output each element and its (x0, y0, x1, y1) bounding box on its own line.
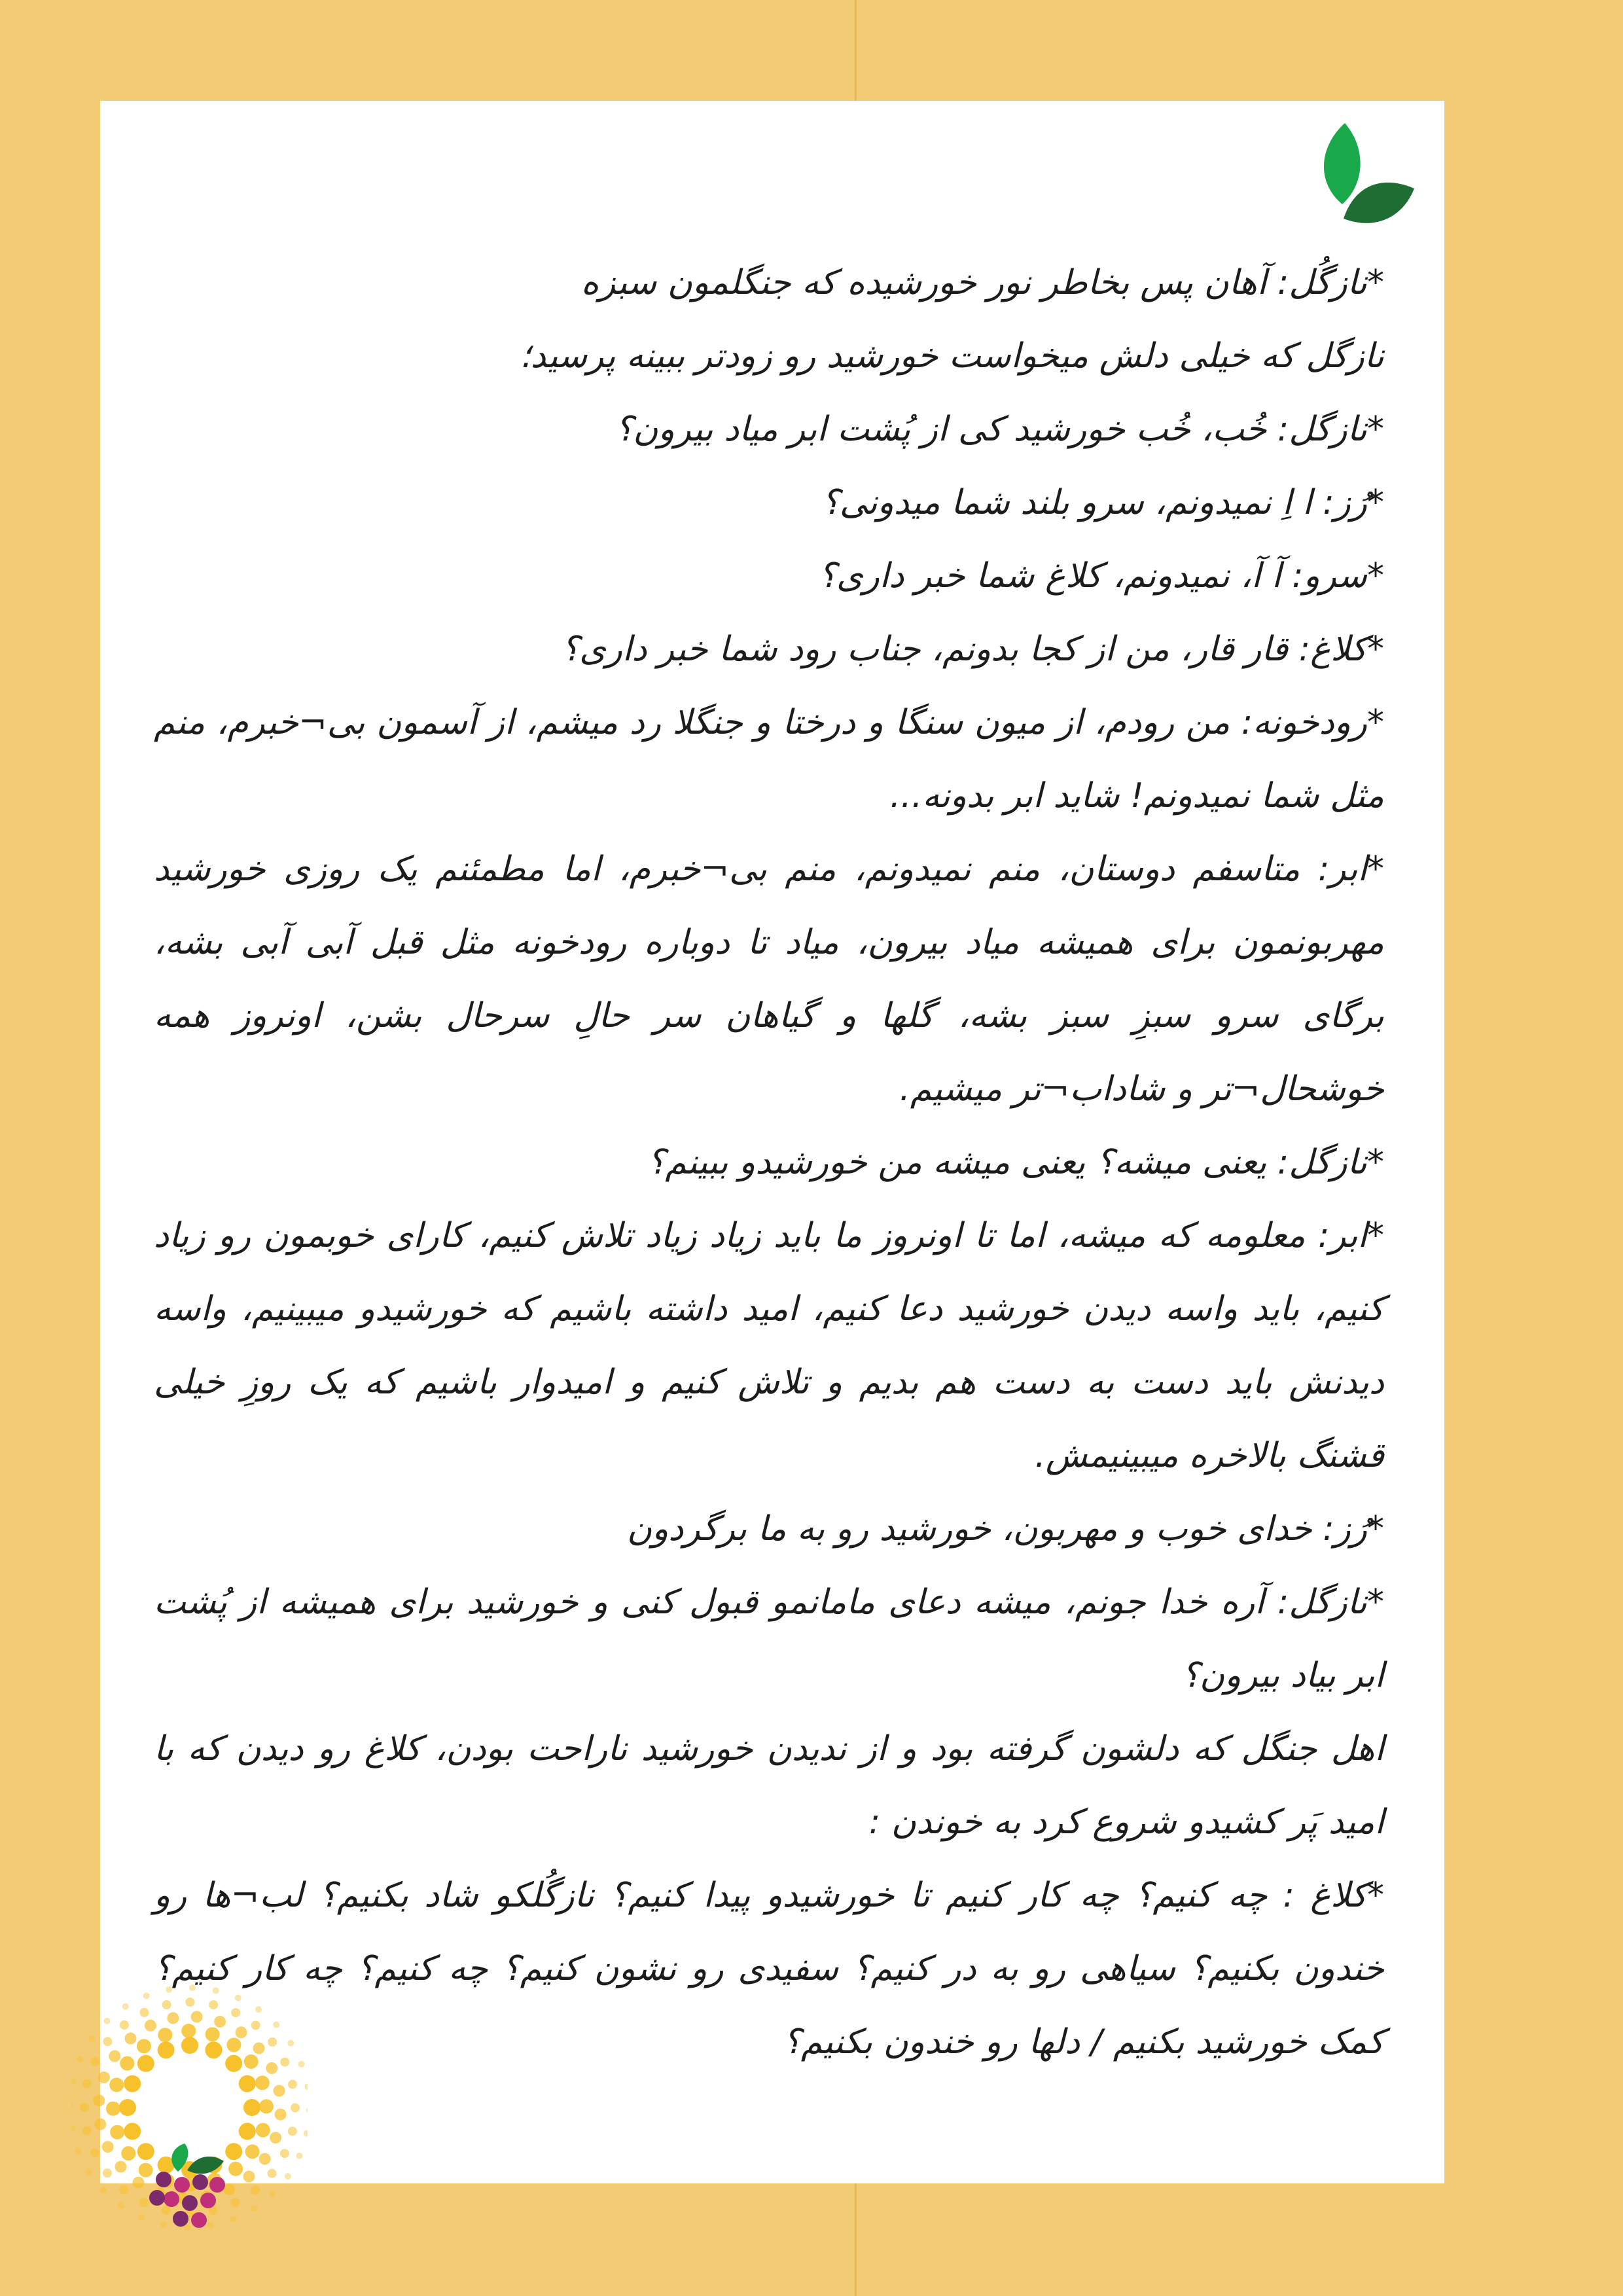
story-line: *نازگل: آره خدا جونم، میشه دعای مامانمو قبول کنی و خورشید برای همیشه از پُشت ابر بیاد بیرون؟ (154, 1583, 1384, 1695)
story-line: *رودخونه: من رودم، از میون سنگا و درختا و جنگلا رد میشم، از آسمون بی¬خبرم، منم مثل شما نمیدونم! شاید ابر بدونه... (154, 703, 1384, 816)
story-line: نازگل که خیلی دلش میخواست خورشید رو زودتر ببینه پرسید؛ (520, 336, 1384, 376)
story-line: *رُز: خدای خوب و مهربون، خورشید رو به ما برگردون (627, 1509, 1384, 1549)
story-line: اهل جنگل که دلشون گرفته بود و از ندیدن خورشید ناراحت بودن، کلاغ رو دیدن که با امید پَر کشیدو شروع کرد به خوندن : (154, 1729, 1384, 1842)
story-line: *رُز: ا اِ نمیدونم، سرو بلند شما میدونی؟ (821, 483, 1384, 522)
story-line: *نازگُل: آهان پس بخاطر نور خورشیده که جنگلمون سبزه (580, 263, 1384, 302)
story-line: *سرو: آ آ، نمیدونم، کلاغ شما خبر داری؟ (818, 556, 1384, 596)
story-text (154, 246, 1384, 2079)
story-line: *نازگل: خُب، خُب خورشید کی از پُشت ابر میاد بیرون؟ (615, 410, 1384, 449)
story-line: *کلاغ : چه کنیم؟ چه کار کنیم تا خورشیدو پیدا کنیم؟ نازگُلکو شاد بکنیم؟ لب¬ها رو خندون بکنیم؟ سیاهی رو به در کنیم؟ سفیدی رو نشون کنیم؟ چه کنیم؟ چه کار کنیم؟ کمک خورشید بکنیم / دلها رو خندون بکنیم؟ (154, 1876, 1384, 2062)
story-line: *ابر: متاسفم دوستان، منم نمیدونم، منم بی¬خبرم، اما مطمئنم یک روزی خورشید مهربونمون برای همیشه میاد بیرون، میاد تا دوباره رودخونه مثل قبل آبی آبی بشه، برگای سرو سبزِ سبز بشه، گلها و گیاهان سر حالِ سرحال بشن، اونروز همه خوشحال¬تر و شاداب¬تر میشیم. (154, 850, 1384, 1109)
two-leaves-icon (1304, 120, 1422, 232)
story-line: *نازگل: یعنی میشه؟ یعنی میشه من خورشیدو ببینم؟ (647, 1143, 1384, 1182)
story-line: *ابر: معلومه که میشه، اما تا اونروز ما باید زیاد زیاد تلاش کنیم، کارای خوبمون رو زیاد کنیم، باید واسه دیدن خورشید دعا کنیم، امید داشته باشیم که خورشیدو میبینیم، واسه دیدنش باید دست به دست هم بدیم و تلاش کنیم و امیدوار باشیم که یک روزِ خیلی قشنگ بالاخره میبینیمش. (154, 1216, 1384, 1475)
page-sheet (100, 101, 1444, 2183)
dotted-sun-flower-icon (72, 1977, 308, 2232)
story-line: *کلاغ: قار قار، من از کجا بدونم، جناب رود شما خبر داری؟ (561, 630, 1384, 669)
